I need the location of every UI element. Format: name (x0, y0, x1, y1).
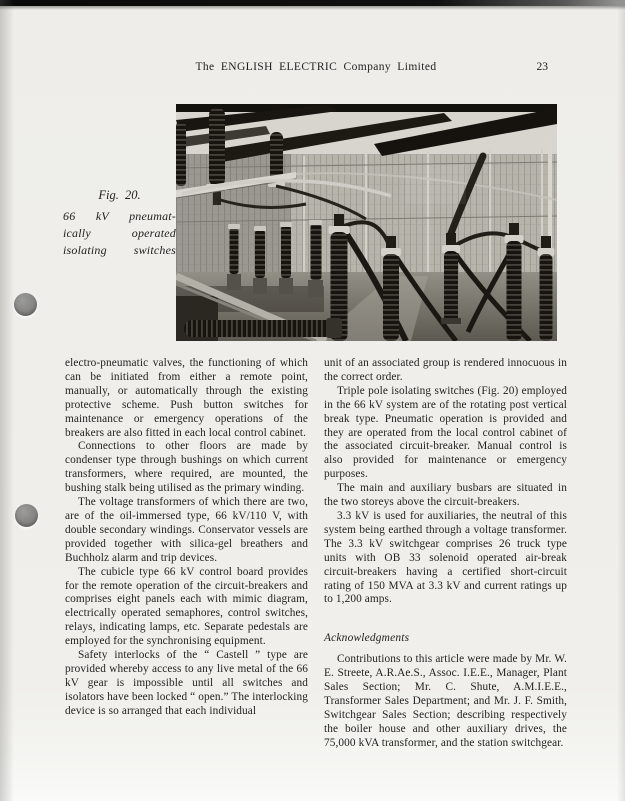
paragraph: Safety interlocks of the “ Castell ” type are provided whereby access to any live metal of the 66 kV gear is impossible until all switches and isolators have been locked “ open.” The interlocking device is so arranged that each individual (65, 649, 308, 717)
acknowledgments-heading: Acknowledgments (324, 632, 410, 645)
page-header-title: The ENGLISH ELECTRIC Company Limited (195, 61, 437, 73)
photo-glare (406, 164, 466, 204)
paragraph: unit of an associated group is rendered innocuous in the correct order. (324, 357, 567, 383)
text-column-right (324, 357, 567, 751)
paragraph: The cubicle type 66 kV control board provides for the remote operation of the circuit-breakers and comprises eight panels each with mimic diagram, electrically operated semaphores, control switches, relays, indicating lamps, etc. Separate pedestals are employed for the synchronising equipment. (65, 565, 308, 648)
figure-caption-line: 66 kV pneumat- (63, 209, 176, 223)
paragraph: Contributions to this article were made by Mr. W. E. Streete, A.R.Ae.S., Assoc. I.E.E., Manager, Plant Sales Section; Mr. C. Shute, A.M.I.E.E., Transformer Sales Department; and Mr. J. F. Smith, Switchgear Sales Section; describing respectively the boiler house and other auxiliary drives, the 75,000 kVA transformer, and the station switchgear. (324, 653, 567, 749)
punch-hole-top (14, 293, 37, 316)
text-column-left (65, 357, 308, 719)
scan-top-edge-fade (0, 6, 625, 10)
paragraph: electro-pneumatic valves, the functioning of which can be initiated from either a remote point, manually, or automatically through the existing protective scheme. Push button switches for maintenance or emergency operations of the breakers are also fitted in each local control cabinet. (65, 357, 308, 439)
figure-caption (63, 187, 176, 259)
page-header (65, 61, 567, 77)
paragraph: 3.3 kV is used for auxiliaries, the neutral of this system being earthed through a voltage transformer. The 3.3 kV switchgear comprises 26 truck type units with OB 33 solenoid operated air-break circuit-breakers having a certified short-circuit rating of 150 MVA at 3.3 kV and current ratings up to 1,200 amps. (324, 509, 567, 606)
paragraph: Triple pole isolating switches (Fig. 20) employed in the 66 kV system are of the rotating post vertical break type. Pneumatic operation is provided and they are operated from the local control cabinet of the associated circuit-breaker. Manual control is also provided for maintenance or emergency purposes. (324, 384, 567, 481)
paragraph: The voltage transformers of which there are two, are of the oil-immersed type, 66 kV/110 V, with double secondary windings. Conservator vessels are provided together with silica-gel breathers and Buchholz alarm and trip devices. (65, 496, 308, 564)
paragraph: The main and auxiliary busbars are situated in the two storeys above the circuit-breakers. (324, 482, 567, 509)
scan-left-edge (0, 0, 14, 801)
scan-right-edge (617, 0, 625, 801)
figure-caption-line: isolating switches (63, 243, 176, 257)
punch-hole-bottom (15, 504, 38, 527)
page-number: 23 (536, 61, 548, 73)
figure-caption-line: ically operated (63, 226, 176, 240)
figure-caption-label: Fig. 20. (98, 188, 141, 202)
paragraph: Connections to other floors are made by condenser type through bushings on which current transformers, where required, are mounted, the bushing stalk being utilised as the primary winding. (65, 440, 308, 495)
figure-photo (176, 104, 557, 341)
